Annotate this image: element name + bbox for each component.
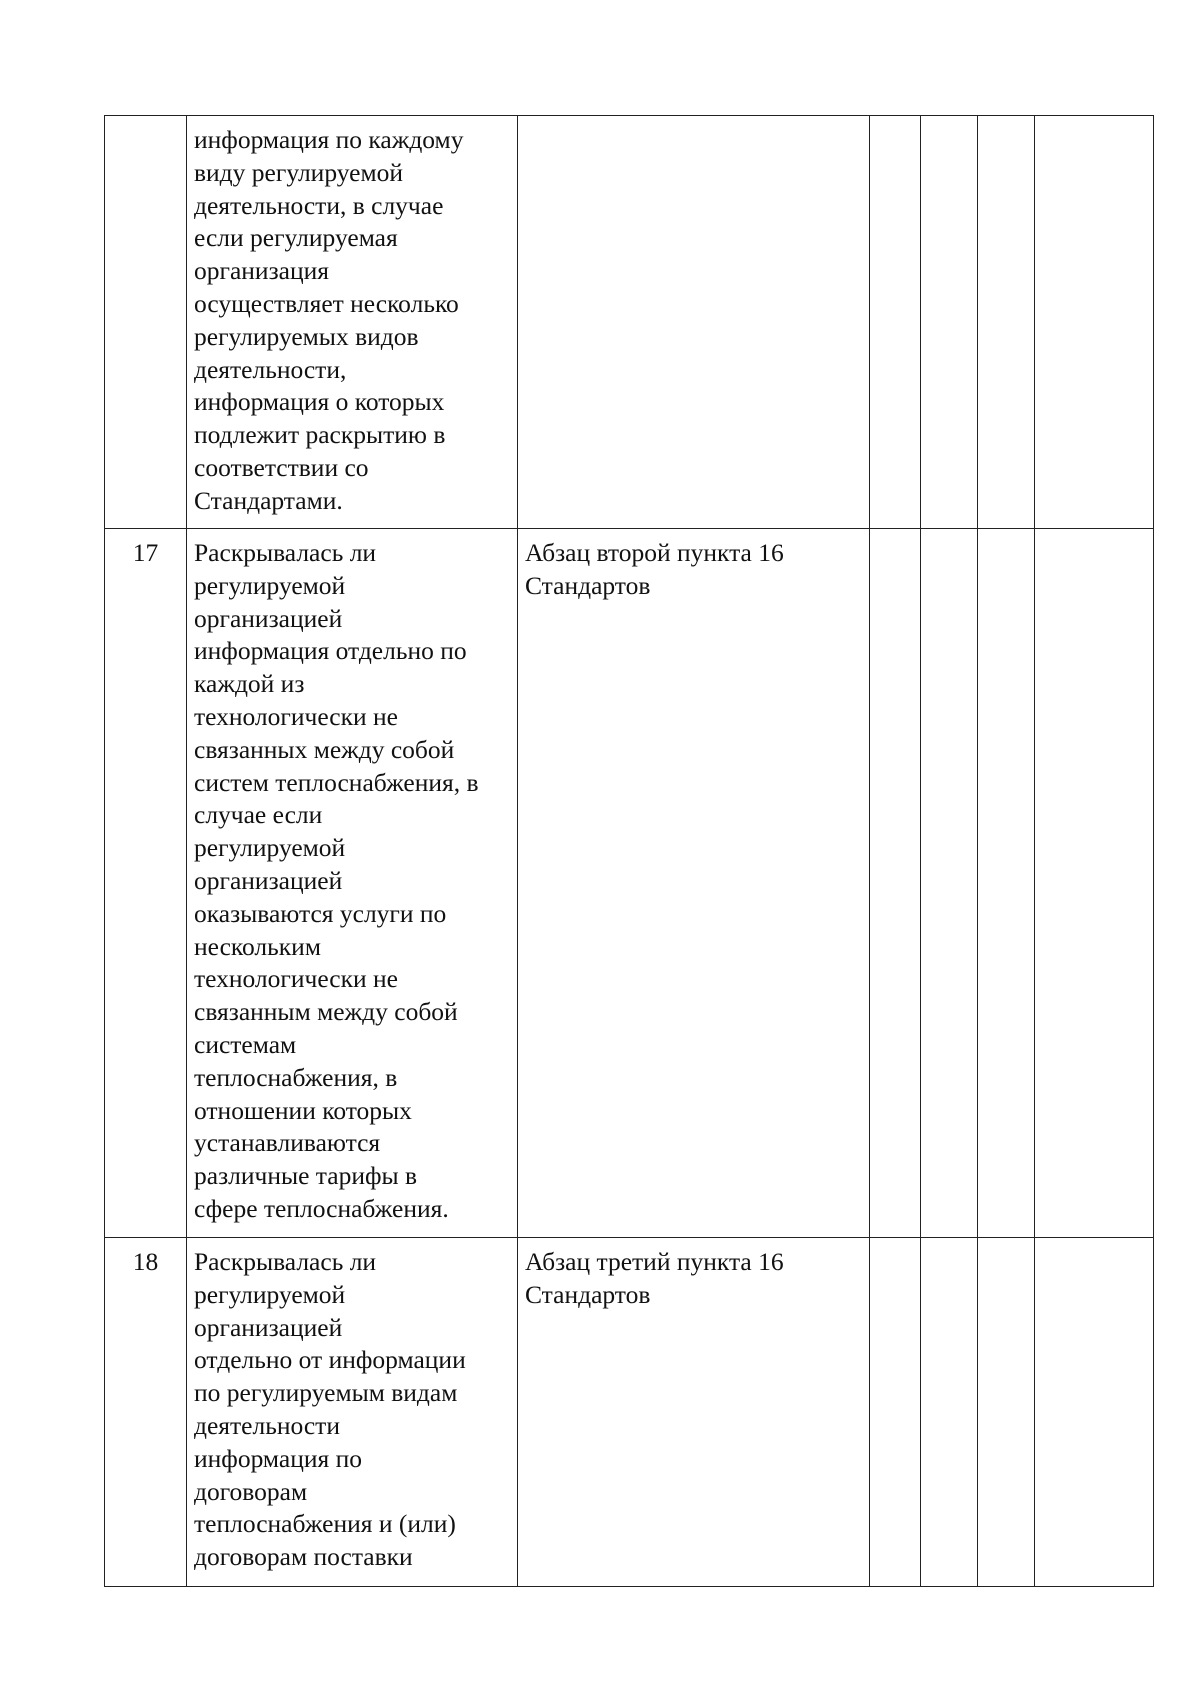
question-cell: Раскрывалась ли регулируемой организацией информация отдельно по каждой из технологически не связанных между собой систем теплоснабжения, в случае если регулируемой организацией оказываются услуги по нескольким технологически не связанным между собой системам теплоснабжения, в отношении которых устанавливаются различные тарифы в сфере теплоснабжения. <box>187 529 518 1238</box>
notes-cell[interactable] <box>1035 529 1154 1238</box>
notes-cell[interactable] <box>1035 1238 1154 1587</box>
row-number-cell <box>105 116 187 529</box>
reference-cell <box>518 116 870 529</box>
answer-cell-no[interactable] <box>921 529 978 1238</box>
notes-cell[interactable] <box>1035 116 1154 529</box>
table-row <box>105 1238 1154 1587</box>
table-row <box>105 529 1154 1238</box>
table-row <box>105 116 1154 529</box>
question-cell: информация по каждому виду регулируемой деятельности, в случае если регулируемая организация осуществляет несколько регулируемых видов деятельности, информация о которых подлежит раскрытию в соответствии со Стандартами. <box>187 116 518 529</box>
answer-cell-yes[interactable] <box>870 116 921 529</box>
reference-cell: Абзац третий пункта 16 Стандартов <box>518 1238 870 1587</box>
answer-cell-na[interactable] <box>978 1238 1035 1587</box>
answer-cell-na[interactable] <box>978 529 1035 1238</box>
question-cell: Раскрывалась ли регулируемой организацией отдельно от информации по регулируемым видам деятельности информация по договорам теплоснабжения и (или) договорам поставки <box>187 1238 518 1587</box>
answer-cell-yes[interactable] <box>870 529 921 1238</box>
reference-cell: Абзац второй пункта 16 Стандартов <box>518 529 870 1238</box>
row-number-cell: 17 <box>105 529 187 1238</box>
answer-cell-yes[interactable] <box>870 1238 921 1587</box>
checklist-table <box>104 115 1154 1587</box>
answer-cell-na[interactable] <box>978 116 1035 529</box>
row-number-cell: 18 <box>105 1238 187 1587</box>
answer-cell-no[interactable] <box>921 116 978 529</box>
answer-cell-no[interactable] <box>921 1238 978 1587</box>
